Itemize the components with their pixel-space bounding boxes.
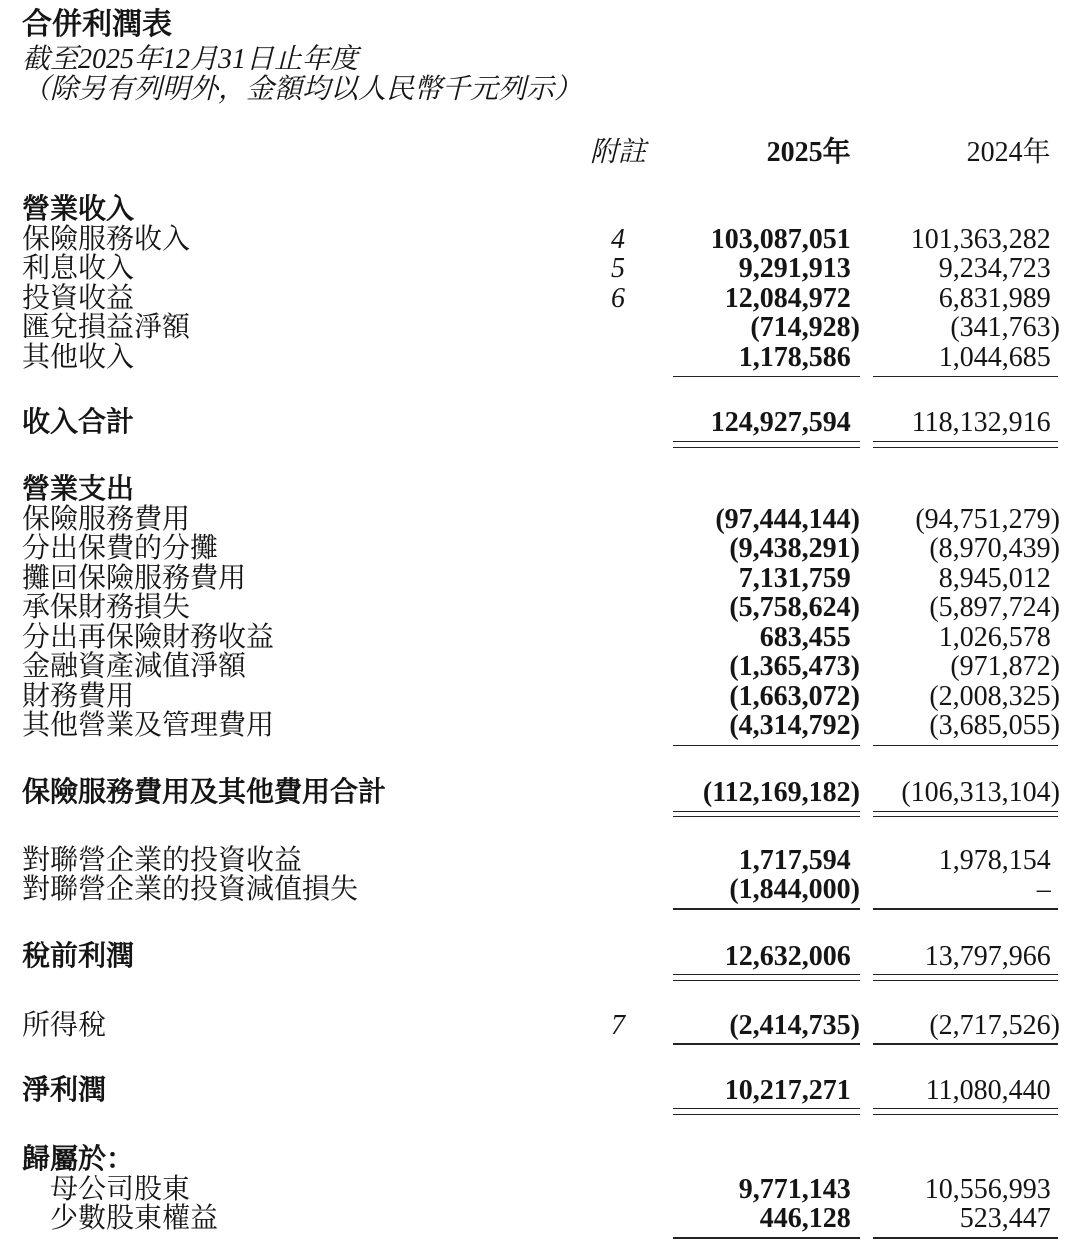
amount-2024: 101,363,282	[910, 223, 1051, 255]
amount-2024: (106,313,104)	[901, 776, 1060, 808]
amount-2025: 9,771,143	[738, 1173, 851, 1205]
note-column-header: 附註	[590, 136, 647, 168]
total-label: 保險服務費用及其他費用合計	[22, 776, 387, 808]
line-item-row	[0, 593, 1080, 623]
line-item-label: 保險服務收入	[22, 223, 191, 255]
amount-2025: (2,414,735)	[729, 1009, 860, 1041]
amount-2025: 446,128	[759, 1203, 851, 1234]
note-ref: 7	[611, 1009, 625, 1041]
currency-basis-note: （除另有列明外，金額均以人民幣千元列示）	[22, 74, 583, 105]
note-ref: 6	[611, 282, 625, 314]
amount-2024: (94,751,279)	[915, 503, 1060, 535]
total-row	[0, 942, 1080, 972]
note-ref: 4	[611, 223, 625, 255]
underline-rule	[873, 376, 1058, 378]
underline-rule	[873, 1043, 1058, 1045]
note-ref: 5	[611, 253, 625, 284]
amount-2024: 13,797,966	[924, 940, 1051, 972]
underline-rule	[673, 376, 860, 378]
amount-2024: (3,685,055)	[929, 710, 1060, 741]
line-item-row	[0, 564, 1080, 594]
amount-2025: (9,438,291)	[729, 533, 860, 564]
underline-rule	[873, 1237, 1058, 1239]
operating-income-section	[0, 195, 1080, 372]
amount-2025: (112,169,182)	[702, 776, 860, 808]
amount-2025: 1,178,586	[738, 341, 851, 373]
line-item-label: 其他收入	[22, 341, 135, 373]
net-profit-section	[0, 1076, 1080, 1106]
double-underline-rule	[673, 811, 860, 818]
line-item-label: 承保財務損失	[22, 592, 191, 623]
amount-2025: (5,758,624)	[729, 592, 860, 623]
line-item-row	[0, 875, 1080, 905]
line-item-row	[0, 343, 1080, 373]
double-underline-rule	[673, 1108, 860, 1115]
year-2024-header: 2024年	[966, 136, 1051, 168]
amount-2025: (97,444,144)	[715, 503, 860, 535]
line-item-label: 保險服務費用	[22, 503, 191, 535]
line-item-label: 其他營業及管理費用	[22, 710, 275, 741]
double-underline-rule	[673, 974, 860, 981]
amount-2025: (1,663,072)	[729, 680, 860, 712]
underline-rule	[673, 1237, 860, 1239]
underline-rule	[673, 908, 860, 910]
amount-2025: 9,291,913	[738, 253, 851, 284]
line-item-row	[0, 623, 1080, 653]
attributable-section	[0, 1145, 1080, 1234]
line-item-row	[0, 846, 1080, 876]
line-item-row	[0, 1175, 1080, 1205]
amount-2024: 10,556,993	[924, 1173, 1051, 1205]
operating-expenses-section	[0, 475, 1080, 741]
underline-rule	[873, 908, 1058, 910]
amount-2025: 124,927,594	[710, 406, 851, 438]
total-expenses-section	[0, 778, 1080, 808]
amount-2025: 683,455	[759, 621, 851, 653]
period-subtitle: 截至2025年12月31日止年度	[22, 44, 359, 75]
section-heading-row	[0, 1145, 1080, 1175]
amount-2024: (2,717,526)	[929, 1009, 1060, 1041]
line-item-label: 少數股東權益	[50, 1203, 219, 1234]
amount-2024: 11,080,440	[925, 1074, 1051, 1106]
line-item-row	[0, 284, 1080, 314]
line-item-label: 母公司股東	[50, 1173, 191, 1205]
amount-2024: 1,044,685	[938, 341, 1051, 373]
total-row	[0, 1076, 1080, 1106]
associates-section	[0, 846, 1080, 905]
line-item-label: 所得稅	[22, 1009, 107, 1041]
total-row	[0, 408, 1080, 438]
amount-2025: 12,084,972	[724, 282, 851, 314]
double-underline-rule	[873, 1108, 1058, 1115]
amount-2025: (1,844,000)	[729, 874, 860, 905]
line-item-row	[0, 682, 1080, 712]
line-item-row	[0, 1011, 1080, 1041]
double-underline-rule	[873, 811, 1058, 818]
line-item-label: 對聯營企業的投資收益	[22, 844, 303, 876]
total-income-section	[0, 408, 1080, 438]
amount-2024: (2,008,325)	[929, 680, 1060, 712]
line-item-label: 匯兌損益淨額	[22, 312, 191, 343]
amount-2024: 6,831,989	[938, 282, 1051, 314]
line-item-label: 投資收益	[22, 282, 135, 314]
section-heading: 營業支出	[22, 474, 135, 505]
line-item-label: 金融資產減值淨額	[22, 651, 247, 682]
double-underline-rule	[873, 441, 1058, 448]
double-underline-rule	[673, 441, 860, 448]
amount-2024: 9,234,723	[938, 253, 1051, 284]
amount-2025: 103,087,051	[710, 223, 851, 255]
amount-2024: 1,026,578	[938, 621, 1051, 653]
line-item-row	[0, 652, 1080, 682]
column-header-row	[0, 138, 1080, 168]
year-2025-header: 2025年	[766, 136, 851, 168]
column-header	[0, 138, 1080, 168]
profit-before-tax-section	[0, 942, 1080, 972]
amount-2025: 7,131,759	[738, 562, 851, 594]
amount-2024: (971,872)	[950, 651, 1060, 682]
line-item-row	[0, 505, 1080, 535]
amount-2025: (1,365,473)	[729, 651, 860, 682]
amount-2024: (5,897,724)	[929, 592, 1060, 623]
line-item-label: 分出保費的分攤	[22, 533, 219, 564]
line-item-row	[0, 1204, 1080, 1234]
amount-2025: 12,632,006	[724, 940, 851, 972]
line-item-label: 分出再保險財務收益	[22, 621, 275, 653]
amount-2025: (4,314,792)	[729, 710, 860, 741]
amount-2024: 8,945,012	[938, 562, 1051, 594]
section-heading: 營業收入	[22, 194, 135, 225]
total-label: 稅前利潤	[22, 940, 135, 972]
underline-rule	[873, 745, 1058, 747]
amount-2024: 1,978,154	[938, 844, 1051, 876]
total-label: 淨利潤	[22, 1074, 107, 1106]
line-item-row	[0, 534, 1080, 564]
line-item-row	[0, 225, 1080, 255]
statement-title: 合併利潤表	[22, 8, 172, 41]
amount-2025: (714,928)	[750, 312, 860, 343]
line-item-label: 財務費用	[22, 680, 135, 712]
line-item-label: 利息收入	[22, 253, 135, 284]
amount-2025: 10,217,271	[724, 1074, 851, 1106]
double-underline-rule	[873, 974, 1058, 981]
underline-rule	[673, 1043, 860, 1045]
amount-2024: 523,447	[959, 1203, 1051, 1234]
section-heading-row	[0, 475, 1080, 505]
amount-2025: 1,717,594	[738, 844, 851, 876]
section-heading-row	[0, 195, 1080, 225]
line-item-label: 對聯營企業的投資減值損失	[22, 874, 359, 905]
line-item-row	[0, 313, 1080, 343]
line-item-row	[0, 711, 1080, 741]
amount-2024: –	[1036, 874, 1051, 905]
line-item-row	[0, 254, 1080, 284]
line-item-label: 攤回保險服務費用	[22, 562, 247, 594]
underline-rule	[673, 745, 860, 747]
amount-2024: (8,970,439)	[929, 533, 1060, 564]
total-row	[0, 778, 1080, 808]
total-label: 收入合計	[22, 406, 135, 438]
income-tax-section	[0, 1011, 1080, 1041]
section-heading: 歸屬於：	[22, 1144, 135, 1175]
amount-2024: 118,132,916	[911, 406, 1051, 438]
amount-2024: (341,763)	[950, 312, 1060, 343]
